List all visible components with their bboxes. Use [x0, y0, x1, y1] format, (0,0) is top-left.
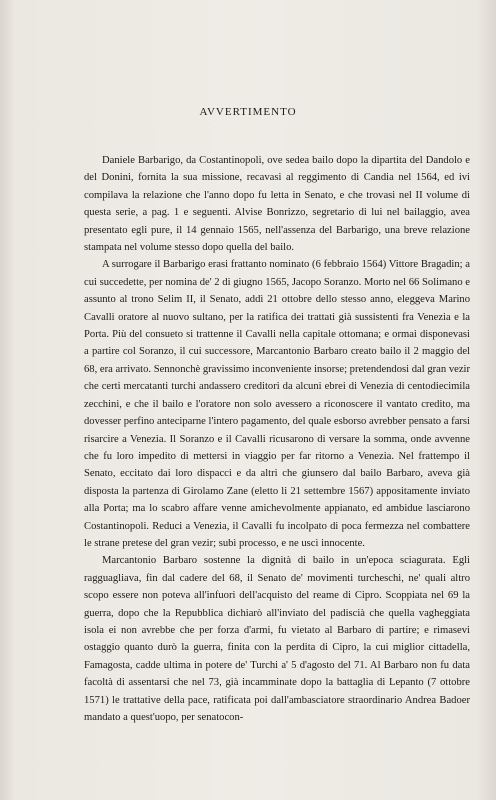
paragraph-3: Marcantonio Barbaro sostenne la dignità di bailo in un'epoca sciagurata. Egli ragguagliava, fin dal cadere del 68, il Senato de' movimenti turcheschi, ne' quali altro scopo essere non poteva all'infuori dell'acquisto del reame di Cipro. Scoppiata nel 69 la guerra, dopo che la Repubblica dichiarò all'inviato del padiscià che quella vagheggiata isola ei non avrebbe che per forza d'armi, fu vietato al Barbaro di partire; e rimasevi ostaggio quanto durò la guerra, finita con la perdita di Cipro, la cui miglior cittadella, Famagosta, cadde ultima in potere de' Turchi a' 5 d'agosto del 71. Al Barbaro non fu data facoltà di assentarsi che nel 73, già incamminate dopo la battaglia di Lepanto (7 ottobre 1571) le trattative della pace, ratificata poi dall'ambasciatore straordinario Andrea Badoer mandato a quest'uopo, per senatocon-: [84, 555, 470, 723]
paragraph-2: A surrogare il Barbarigo erasi frattanto nominato (6 febbraio 1564) Vittore Bragadin; a cui succedette, per nomina de' 2 di giugno 1565, Jacopo Soranzo. Morto nel 66 Solimano e assunto al trono Selim II, il Senato, addì 21 ottobre dello stesso anno, eleggeva Marino Cavalli oratore al nuovo sultano, per la ratifica dei trattati già sussistenti fra Venezia e la Porta. Più del consueto si trattenne il Cavalli nella capitale ottomana; e ormai disponevasi a partire col Soranzo, il cui successore, Marcantonio Barbaro creato bailo il 2 maggio del 68, era arrivato. Sennonchè gravissimo inconveniente insorse; pretendendosi dal gran vezir che certi mercatanti turchi andassero creditori da alcuni ebrei di Venezia di centodiecimila zecchini, e che il bailo e l'oratore non solo avessero a riconoscere il vantato credito, ma dovesser perfino anteciparne l'intero pagamento, del quale esborso avrebber pensato a farsi risarcire a Venezia. Il Soranzo e il Cavalli ricusarono di versare la somma, onde avvenne che fu loro impedito di mettersi in viaggio per far ritorno a Venezia. Nel frattempo il Senato, eccitato dai loro dispacci e da altri che giunsero dal bailo Barbaro, aveva già disposta la partenza di Girolamo Zane (eletto li 21 settembre 1567) appositamente inviato alla Porta; ma lo scabro affare venne amichevolmente appianato, ed ambidue lasciarono Costantinopoli. Reduci a Venezia, il Cavalli fu incolpato di poca fermezza nel combattere le strane pretese del gran vezir; subì processo, e ne uscì innocente.: [84, 259, 470, 549]
body-text: [84, 152, 470, 726]
page-title: AVVERTIMENTO: [199, 106, 297, 119]
paragraph-1: Daniele Barbarigo, da Costantinopoli, ove sedea bailo dopo la dipartita del Dandolo e del Donini, fornita la sua missione, recavasi al reggimento di Candia nel 1564, ed ivi compilava la relazione che l'anno dopo fu letta in Senato, e che trovasi nel II volume di questa serie, a pag. 1 e seguenti. Alvise Bonrizzo, segretario di lui nel bailaggio, avea presentato egli pure, il 14 gennaio 1565, nell'assenza del Barbarigo, una breve relazione stampata nel volume stesso dopo quella del bailo.: [84, 155, 470, 254]
